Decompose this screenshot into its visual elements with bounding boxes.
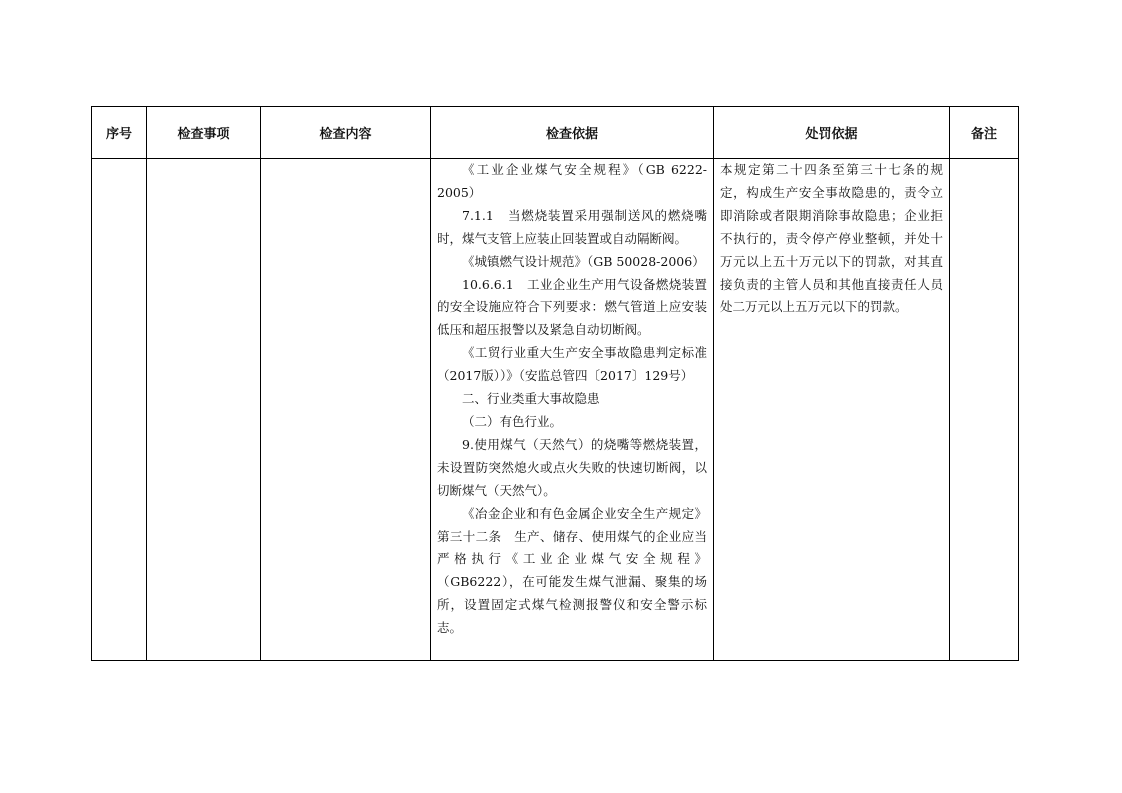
basis-paragraph: 二、行业类重大事故隐患 bbox=[462, 391, 600, 407]
basis-paragraph: 《工贸行业重大生产安全事故隐患判定标准（2017版））》（安监总管四〔2017〕129号） bbox=[437, 345, 707, 384]
basis-paragraph: 10.6.6.1 工业企业生产用气设备燃烧装置的安全设施应符合下列要求：燃气管道上应安装低压和超压报警以及紧急自动切断阀。 bbox=[437, 276, 707, 338]
table-row bbox=[92, 159, 1019, 661]
header-content: 检查内容 bbox=[261, 107, 431, 159]
basis-paragraph: 《城镇燃气设计规范》（GB 50028-2006） bbox=[462, 253, 705, 269]
basis-paragraph: 9.使用煤气（天然气）的烧嘴等燃烧装置，未设置防突然熄火或点火失败的快速切断阀，以切断煤气（天然气）。 bbox=[437, 436, 707, 498]
basis-paragraph: 《冶金企业和有色金属企业安全生产规定》第三十二条 生产、储存、使用煤气的企业应当严格执行《工业企业煤气安全规程》（GB6222），在可能发生煤气泄漏、聚集的场所，设置固定式煤气检测报警仪和安全警示标志。 bbox=[437, 505, 707, 636]
inspection-table bbox=[91, 106, 1019, 661]
header-remarks: 备注 bbox=[950, 107, 1019, 159]
cell-seq bbox=[92, 159, 147, 661]
basis-paragraph: 7.1.1 当燃烧装置采用强制送风的燃烧嘴时，煤气支管上应装止回装置或自动隔断阀。 bbox=[437, 207, 707, 246]
header-seq: 序号 bbox=[92, 107, 147, 159]
cell-penalty bbox=[714, 159, 950, 661]
header-row bbox=[92, 107, 1019, 159]
header-penalty: 处罚依据 bbox=[714, 107, 950, 159]
basis-paragraph: 《工业企业煤气安全规程》（GB 6222-2005） bbox=[437, 162, 707, 200]
cell-item bbox=[147, 159, 261, 661]
cell-basis bbox=[431, 159, 714, 661]
header-basis: 检查依据 bbox=[431, 107, 714, 159]
cell-remarks bbox=[950, 159, 1019, 661]
header-item: 检查事项 bbox=[147, 107, 261, 159]
basis-paragraph: （二）有色行业。 bbox=[462, 413, 563, 429]
penalty-text: 本规定第二十四条至第三十七条的规定，构成生产安全事故隐患的，责令立即消除或者限期消除事故隐患；企业拒不执行的，责令停产停业整顿，并处十万元以上五十万元以下的罚款，对其直接负责的主管人员和其他直接责任人员处二万元以上五万元以下的罚款。 bbox=[720, 162, 943, 315]
cell-content bbox=[261, 159, 431, 661]
